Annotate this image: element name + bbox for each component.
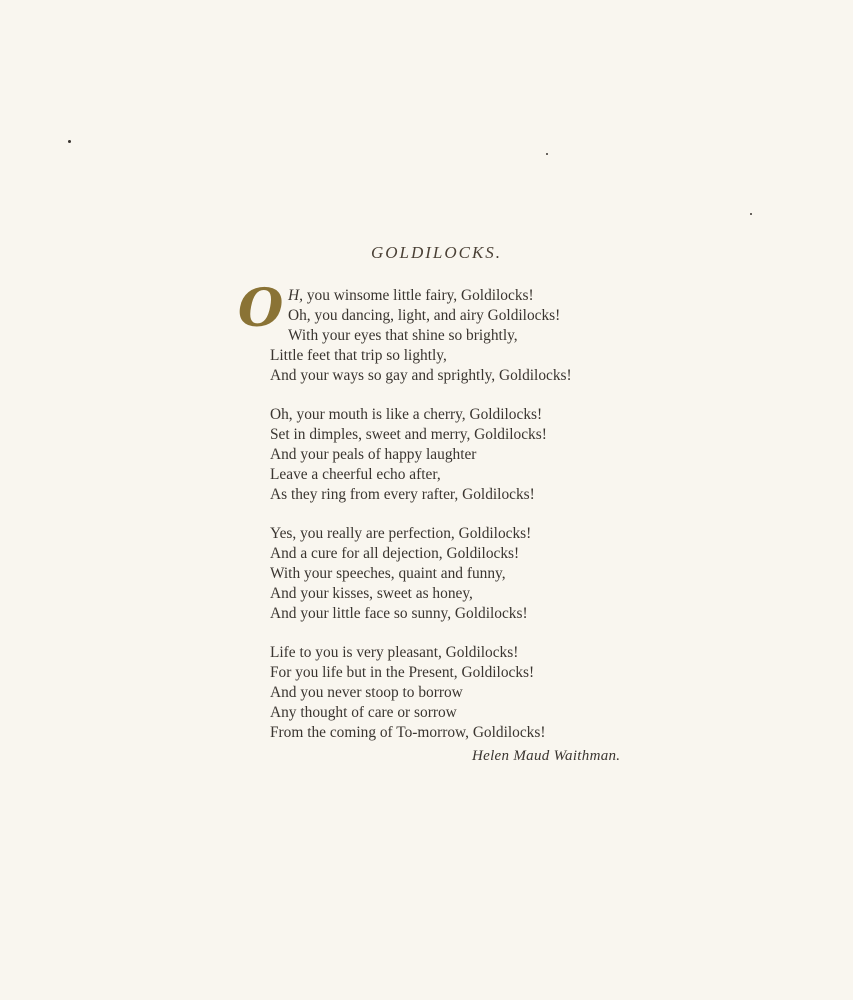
stanza-3 — [270, 524, 670, 624]
poem-line: From the coming of To-morrow, Goldilocks! — [270, 724, 546, 741]
poem-body — [270, 286, 670, 762]
poem-line: Oh, your mouth is like a cherry, Goldilocks! — [270, 406, 543, 423]
poem-line: Any thought of care or sorrow — [270, 704, 457, 721]
poem-line: Leave a cheerful echo after, — [270, 466, 441, 483]
ink-speck — [750, 213, 752, 215]
poem-title: GOLDILOCKS. — [370, 243, 503, 262]
poem-line: With your eyes that shine so brightly, — [288, 327, 518, 344]
stanza-4 — [270, 643, 670, 743]
poem-line: And you never stoop to borrow — [270, 684, 463, 701]
first-line-text: you winsome little fairy, Goldilocks! — [302, 287, 534, 304]
poem-line: For you life but in the Present, Goldilocks! — [270, 664, 535, 681]
drop-cap: O — [238, 278, 284, 339]
stanza-2 — [270, 405, 670, 505]
poem-line: And your ways so gay and sprightly, Goldilocks! — [270, 367, 572, 384]
ink-speck — [68, 140, 71, 143]
poem-line: Yes, you really are perfection, Goldilocks! — [270, 525, 532, 542]
poem-line: And your little face so sunny, Goldilocks! — [270, 605, 528, 622]
poem-line: With your speeches, quaint and funny, — [270, 565, 506, 582]
poem-line: Life to you is very pleasant, Goldilocks! — [270, 644, 519, 661]
first-word: H, — [288, 287, 303, 304]
poem-line: Little feet that trip so lightly, — [270, 347, 447, 364]
ink-speck — [546, 153, 548, 155]
author-signature: Helen Maud Waithman. — [472, 748, 621, 764]
poem-line: Oh, you dancing, light, and airy Goldilocks! — [288, 307, 561, 324]
poem-line: And your peals of happy laughter — [270, 446, 477, 463]
poem-line: Set in dimples, sweet and merry, Goldilocks! — [270, 426, 547, 443]
poem-line: And your kisses, sweet as honey, — [270, 585, 473, 602]
poem-line-first — [270, 286, 670, 306]
poem-line: As they ring from every rafter, Goldilocks! — [270, 486, 535, 503]
stanza-1 — [270, 286, 670, 386]
poem-line: And a cure for all dejection, Goldilocks! — [270, 545, 520, 562]
